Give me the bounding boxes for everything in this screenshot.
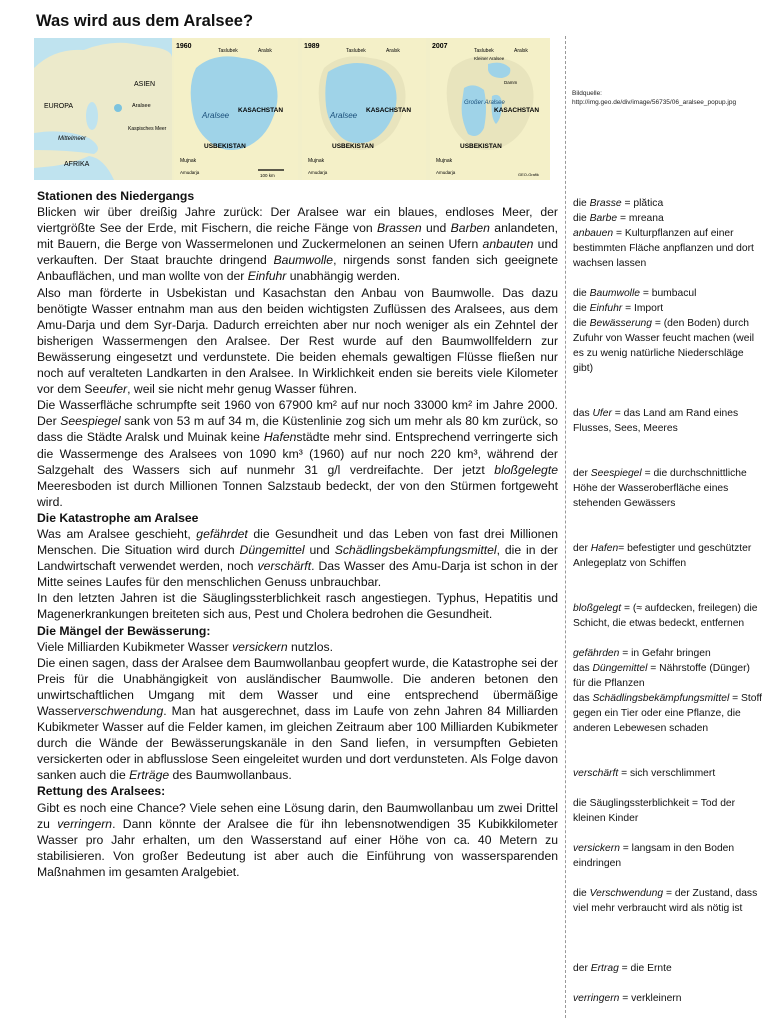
text-run: = mreana bbox=[617, 213, 664, 224]
emphasized-term: Hafen bbox=[263, 430, 297, 445]
glossary-entry bbox=[573, 406, 763, 436]
svg-text:Mujnak: Mujnak bbox=[180, 158, 197, 164]
text-run: = die Ernte bbox=[618, 963, 672, 974]
paragraph bbox=[37, 526, 558, 590]
text-run: anlandeten, mit Bauern, die Berge von Wassermelonen und Zuckermelonen an seinen Ufern bbox=[37, 221, 558, 252]
svg-text:Aralsk: Aralsk bbox=[386, 48, 400, 54]
glossary-entry bbox=[573, 541, 763, 571]
map-label-africa: AFRIKA bbox=[64, 161, 90, 168]
glossary-entry bbox=[573, 796, 763, 826]
text-run: , weil sie nicht mehr genug Wasser führen. bbox=[127, 382, 357, 397]
map-label-europe: EUROPA bbox=[44, 103, 74, 110]
svg-text:Amudarja: Amudarja bbox=[180, 170, 200, 175]
map-1989 bbox=[302, 38, 426, 180]
glossary-entry bbox=[573, 646, 763, 661]
emphasized-term: Seespiegel bbox=[590, 468, 642, 479]
glossary-entry bbox=[573, 601, 763, 631]
emphasized-term: Verschwendung bbox=[589, 888, 664, 899]
emphasized-term: Brassen bbox=[376, 221, 422, 236]
map-1960 bbox=[174, 38, 298, 180]
map-label-aralsee: Aralsee bbox=[132, 103, 151, 109]
glossary-entry bbox=[573, 226, 763, 271]
text-run: = befestigter und geschützter Anlegeplatz von Schiffen bbox=[573, 543, 752, 569]
glossary-entry bbox=[573, 766, 763, 781]
emphasized-term: Schädlingsbekämpfungsmittel bbox=[334, 543, 497, 558]
text-run: = Nährstoffe (Dünger) für die Pflanzen bbox=[573, 663, 750, 689]
text-run: = das Land am Rand eines Flusses, Sees, Meeres bbox=[573, 408, 739, 434]
svg-text:KASACHSTAN: KASACHSTAN bbox=[366, 107, 412, 114]
map-year-1989: 1989 bbox=[304, 43, 320, 50]
svg-text:Taslubek: Taslubek bbox=[218, 48, 238, 54]
text-run: die bbox=[573, 888, 590, 899]
emphasized-term: verschärft bbox=[573, 768, 619, 779]
paragraph bbox=[37, 285, 558, 398]
svg-text:KASACHSTAN: KASACHSTAN bbox=[238, 107, 284, 114]
text-run: , nirgends sonst fanden sich geeignete Anbauflächen, und man wollte von der bbox=[37, 253, 558, 284]
text-run: die bbox=[573, 198, 590, 209]
text-run: = die durchschnittliche Höhe der Wasseroberfläche eines stehenden Gewässers bbox=[573, 468, 747, 509]
text-run: und verkauften. Der Staat brauchte dringend bbox=[37, 237, 558, 268]
svg-text:Amudarja: Amudarja bbox=[436, 170, 456, 175]
emphasized-term: gefährden bbox=[573, 648, 620, 659]
svg-text:USBEKISTAN: USBEKISTAN bbox=[204, 143, 246, 150]
svg-text:Aralsee: Aralsee bbox=[202, 111, 230, 120]
emphasized-term: Baumwolle bbox=[273, 253, 334, 268]
emphasized-term: Düngemittel bbox=[239, 543, 305, 558]
text-run: die bbox=[573, 303, 590, 314]
emphasized-term: ufer bbox=[106, 382, 128, 397]
text-run: = Kulturpflanzen auf einer bestimmten Fläche anpflanzen und dort wachsen lassen bbox=[573, 228, 754, 269]
paragraph bbox=[37, 397, 558, 510]
emphasized-term: bloßgelegte bbox=[494, 462, 558, 477]
glossary-entry bbox=[573, 661, 763, 691]
emphasized-term: versickern bbox=[573, 843, 620, 854]
text-run: = verkleinern bbox=[619, 993, 682, 1004]
svg-text:Taslubek: Taslubek bbox=[346, 48, 366, 54]
text-run: das bbox=[573, 663, 593, 674]
text-run: der bbox=[573, 543, 591, 554]
glossary-entry bbox=[573, 301, 763, 316]
emphasized-term: Ufer bbox=[592, 408, 612, 419]
paragraph bbox=[37, 590, 558, 622]
section-heading: Die Mängel der Bewässerung: bbox=[37, 623, 211, 638]
emphasized-term: Seespiegel bbox=[60, 414, 121, 429]
text-run: = bumbacul bbox=[639, 288, 697, 299]
text-run: = Import bbox=[622, 303, 664, 314]
text-run: , die in der Landwirtschaft verwendet werden, noch bbox=[37, 543, 558, 574]
svg-text:Kleiner Aralsee: Kleiner Aralsee bbox=[474, 56, 505, 61]
paragraph bbox=[37, 204, 558, 284]
emphasized-term: Schädlingsbekämpfungsmittel bbox=[592, 693, 730, 704]
map-2007 bbox=[430, 38, 550, 180]
text-run: und bbox=[304, 543, 335, 558]
text-run: der bbox=[573, 963, 591, 974]
text-run: Die Wasserfläche schrumpfte seit 1960 von 67900 km² auf nur noch 33000 km² im Jahre 2000. Der bbox=[37, 398, 558, 429]
text-run: Viele Milliarden Kubikmeter Wasser bbox=[37, 639, 233, 654]
glossary-entry bbox=[573, 286, 763, 301]
aral-sea-maps-figure bbox=[34, 38, 550, 180]
map-label-mediterranean: Mittelmeer bbox=[58, 136, 87, 142]
text-run: des Baumwollanbaus. bbox=[169, 768, 292, 783]
text-run: Also man förderte in Usbekistan und Kasachstan den Anbau von Baumwolle. Das dazu benötigte Wasser entnahm man aus den beiden wichtigsten Zuflüssen des Aralsees, aus dem Amu-Darja und dem Syr-Darja. Dadurch erreichten aber nur noch weniger als ein Zehntel der bisherigen Wassermengen den Aralsee. Der Rest wurde auf den Baumwollfeldern zur Bewässerung eingesetzt und verdunstete. Die beiden ehemals gewaltigen Flüsse fließen nur noch auf veralteten Landkarten in den Aralsee. In Wirklichkeit enden sie bereits viele Kilometer vor dem See bbox=[37, 285, 558, 397]
text-run: nutzlos. bbox=[287, 639, 334, 654]
text-run: städte mehr sind. Entsprechend verringerte sich die Wassermenge des Aralsees von 1090 km³ (1960) auf nur noch 220 km³, während der Salzgehalt des Wassers sich auf nunmehr 31 g/l verdreifachte. Der jetzt bbox=[37, 430, 558, 477]
map-year-1960: 1960 bbox=[176, 43, 192, 50]
paragraph bbox=[37, 655, 558, 784]
glossary-entry bbox=[573, 211, 763, 226]
emphasized-term: versickern bbox=[232, 639, 288, 654]
text-run: der bbox=[573, 468, 591, 479]
text-run: = Stoff gegen ein Tier oder eine Pflanze, die anderen Lebewesen schaden bbox=[573, 693, 762, 734]
glossary-entry bbox=[573, 316, 763, 376]
text-run: die bbox=[573, 288, 590, 299]
emphasized-term: anbauten bbox=[482, 237, 534, 252]
text-run: = sich verschlimmert bbox=[618, 768, 716, 779]
text-run: = (den Boden) durch Zufuhr von Wasser feucht machen (weil es zu wenig natürliche Niederschläge gibt) bbox=[573, 318, 755, 374]
emphasized-term: Baumwolle bbox=[589, 288, 640, 299]
svg-text:KASACHSTAN: KASACHSTAN bbox=[494, 107, 540, 114]
svg-text:Taslubek: Taslubek bbox=[474, 48, 494, 54]
section-heading: Stationen des Niedergangs bbox=[37, 189, 195, 203]
emphasized-term: Einfuhr bbox=[589, 303, 623, 314]
glossary-entry bbox=[573, 961, 763, 976]
text-run: = (≈ aufdecken, freilegen) die Schicht, die etwas bedeckt, entfernen bbox=[573, 603, 758, 629]
text-run: = der Zustand, dass viel mehr verbraucht wird als nötig ist bbox=[573, 888, 758, 914]
paragraph bbox=[37, 639, 558, 655]
text-run: die Säuglingssterblichkeit = Tod der kleinen Kinder bbox=[573, 798, 736, 824]
emphasized-term: verringern bbox=[573, 993, 620, 1004]
text-run: Meeresboden ist durch Millionen Tonnen Salzstaub bedeckt, der von den Stürmen fortgeweht wird. bbox=[37, 478, 558, 509]
svg-text:Aralsee: Aralsee bbox=[330, 111, 358, 120]
svg-text:USBEKISTAN: USBEKISTAN bbox=[460, 143, 502, 150]
glossary-entry bbox=[573, 991, 763, 1006]
map-label-asia: ASIEN bbox=[134, 81, 156, 88]
text-run: . Man hat ausgerechnet, dass im Laufe von zehn Jahren 84 Milliarden Kubikmeter Wasser auf die Felder kamen, im gleichen Zeitraum aber 100 Milliarden Kubikmeter durch die Wände der Bewässerungskanäle in den Sand liefen, in versumpften Gebieten versickerten oder in abflusslose Seen eingeleitet wurden und dort verdunsteten. Als Folge davon sanken auch die bbox=[37, 704, 558, 783]
emphasized-term: verschwendung bbox=[77, 704, 164, 718]
text-run: sank von 53 m auf 34 m, die Küstenlinie zog sich um mehr als 80 km zurück, so dass die Städte Aralsk und Muinak keine bbox=[37, 414, 559, 445]
glossary-entry bbox=[573, 466, 763, 511]
text-run: Was am Aralsee geschieht, bbox=[37, 526, 197, 541]
emphasized-term: verringern bbox=[57, 816, 113, 831]
map-label-caspian: Kaspisches Meer bbox=[128, 126, 167, 132]
svg-text:Aralsk: Aralsk bbox=[258, 48, 272, 54]
page-title: Was wird aus dem Aralsee? bbox=[36, 12, 254, 30]
svg-text:USBEKISTAN: USBEKISTAN bbox=[332, 143, 374, 150]
emphasized-term: Ertrag bbox=[590, 963, 619, 974]
glossary-entry bbox=[573, 886, 763, 916]
emphasized-term: anbauen bbox=[573, 228, 614, 239]
emphasized-term: verschärft bbox=[257, 559, 312, 574]
svg-text:Aralsk: Aralsk bbox=[514, 48, 528, 54]
text-run: und bbox=[421, 221, 451, 236]
text-run: Gibt es noch eine Chance? Viele sehen eine Lösung darin, den Baumwollanbau um zwei Drittel zu bbox=[37, 800, 558, 831]
map-scale: 100 km bbox=[260, 173, 275, 178]
text-run: = langsam in den Boden eindringen bbox=[573, 843, 735, 869]
image-source-label: Bildquelle: bbox=[572, 90, 602, 97]
svg-text:Großer Aralsee: Großer Aralsee bbox=[464, 100, 505, 106]
section-heading: Rettung des Aralsees: bbox=[37, 784, 166, 799]
text-run: die Gesundheit und das Leben von fast drei Millionen Menschen. Die Situation wird durch bbox=[37, 526, 558, 558]
svg-text:Damm: Damm bbox=[504, 80, 518, 85]
emphasized-term: Hafen bbox=[590, 543, 619, 554]
emphasized-term: gefährdet bbox=[196, 526, 248, 541]
emphasized-term: bloßgelegt bbox=[573, 603, 622, 614]
text-run: das bbox=[573, 408, 593, 419]
text-run: unabhängig werden. bbox=[286, 269, 401, 284]
emphasized-term: Einfuhr bbox=[247, 269, 287, 284]
image-source bbox=[572, 90, 736, 107]
emphasized-term: Erträge bbox=[129, 768, 170, 783]
text-run: das bbox=[573, 693, 593, 704]
glossary-entry bbox=[573, 691, 763, 736]
map-year-2007: 2007 bbox=[432, 43, 448, 50]
svg-text:Mujnak: Mujnak bbox=[436, 158, 453, 164]
glossary-entry bbox=[573, 841, 763, 871]
glossary-entry bbox=[573, 196, 763, 211]
text-run: . Dann könnte der Aralsee die für ihn lebensnotwendigen 35 Kubikkilometer Wasser pro Jahr erhalten, um den Wasserstand auf einer Höhe von ca. 40 Metern zu stabilisieren. Von großer Bedeutung ist aber auch die Einführung von wassersparenden Maßnahmen im gesamten Aralgebiet. bbox=[37, 816, 558, 879]
text-run: = plătica bbox=[621, 198, 664, 209]
text-run: Die einen sagen, dass der Aralsee dem Baumwollanbau geopfert wurde, die Katastrophe sei der Preis für die Unabhängigkeit von ausländischer Baumwolle. Die anderen betonen den unwirtschaftlichen Umgang mit dem Wasser und eine entsprechend übermäßige Wasser bbox=[37, 655, 558, 718]
map-credit: GEO-Grafik bbox=[518, 172, 539, 177]
text-run: . Das Wasser des Amu-Darja ist schon in der Mitte seines Laufes für den menschlichen Genuss unbrauchbar. bbox=[37, 559, 558, 590]
image-source-url[interactable]: http://img.geo.de/div/image/56735/06_aralsee_popup.jpg bbox=[572, 98, 737, 106]
emphasized-term: Brasse bbox=[589, 198, 622, 209]
column-divider bbox=[565, 36, 566, 1018]
emphasized-term: Barbe bbox=[589, 213, 618, 224]
main-text bbox=[37, 188, 558, 880]
svg-text:Amudarja: Amudarja bbox=[308, 170, 328, 175]
text-run: die bbox=[573, 213, 590, 224]
text-run: Blicken wir über dreißig Jahre zurück: Der Aralsee war ein blaues, endloses Meer, der viertgrößte See der Erde, mit Fischern, die reiche Fänge von bbox=[37, 205, 558, 236]
svg-text:Mujnak: Mujnak bbox=[308, 158, 325, 164]
text-run: die bbox=[573, 318, 590, 329]
section-heading: Die Katastrophe am Aralsee bbox=[37, 510, 199, 525]
emphasized-term: Barben bbox=[450, 221, 490, 236]
emphasized-term: Düngemittel bbox=[592, 663, 648, 674]
paragraph bbox=[37, 800, 558, 880]
emphasized-term: Bewässerung bbox=[589, 318, 652, 329]
overview-map bbox=[34, 38, 172, 180]
text-run: = in Gefahr bringen bbox=[619, 648, 711, 659]
text-run: In den letzten Jahren ist die Säuglingssterblichkeit rasch angestiegen. Typhus, Hepatitis und Magenerkrankungen breiteten sich aus, Pest und Cholera bedrohen die Gesundheit. bbox=[37, 591, 558, 622]
